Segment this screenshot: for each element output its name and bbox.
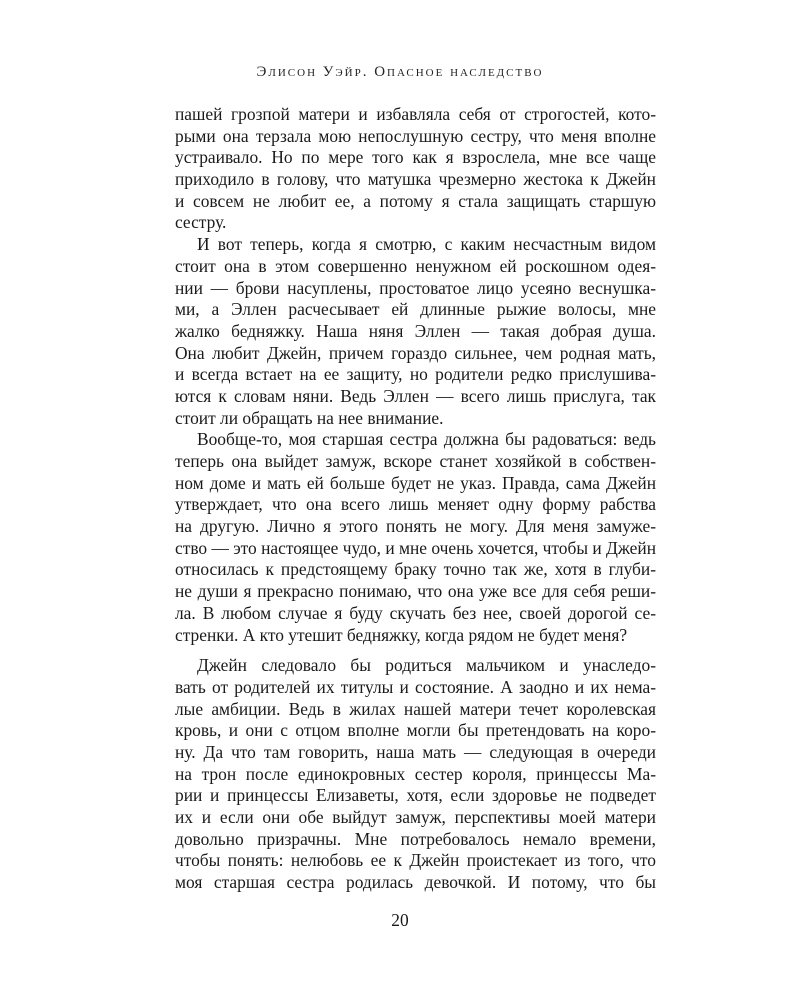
text-line: устраивало. Но по мере того как я взрослела, мне все чаще — [175, 147, 656, 168]
text-line: рыми она терзала мою непослушную сестру, что меня вполне — [175, 125, 656, 146]
text-line: жалко бедняжку. Наша няня Эллен — такая добрая душа. — [175, 320, 656, 341]
text-line: стренки. А кто утешит бедняжку, когда рядом не будет меня? — [175, 624, 628, 645]
text-line: сестру. — [175, 212, 227, 233]
text-line: Вообще-то, моя старшая сестра должна бы радоваться: ведь — [197, 429, 656, 450]
text-line: стоит ли обращать на нее внимание. — [175, 407, 444, 428]
text-line: рии и принцессы Елизаветы, хотя, если здоровье не подведет — [175, 785, 656, 806]
running-header: Элисон Уэйр. Опасное наследство — [256, 64, 544, 80]
text-line: чтобы понять: нелюбовь ее к Джейн проистекает из того, что — [175, 850, 656, 871]
text-line: на трон после единокровных сестер короля, принцессы Ма- — [175, 763, 656, 784]
text-line: ство — это настоящее чудо, и мне очень хочется, чтобы и Джейн — [175, 537, 656, 558]
text-line: ну. Да что там говорить, наша мать — следующая в очереди — [175, 741, 656, 762]
text-line: довольно призрачны. Мне потребовалось немало времени, — [175, 828, 656, 849]
text-line: Она любит Джейн, причем гораздо сильнее, чем родная мать, — [175, 342, 656, 363]
paragraph — [175, 104, 656, 234]
page-number: 20 — [391, 910, 409, 930]
paragraph — [175, 655, 656, 894]
text-line: пашей грозпой матери и избавляла себя от строгостей, кото- — [175, 104, 656, 124]
text-line: нии — брови насуплены, простоватое лицо усеяно веснушка- — [175, 277, 656, 298]
text-line: моя старшая сестра родилась девочкой. И потому, что бы — [175, 872, 656, 893]
text-line: и всегда встает на ее защиту, но родители редко прислушива- — [175, 364, 656, 385]
text-line: вать от родителей их титулы и состояние. А заодно и их нема- — [175, 676, 656, 697]
text-line: приходило в голову, что матушка чрезмерно жестока к Джейн — [175, 169, 656, 190]
text-line: и совсем не любит ее, а потому я стала защищать старшую — [175, 190, 656, 211]
text-line: ном доме и мать ей больше будет не указ. Правда, сама Джейн — [175, 472, 656, 493]
paragraph — [175, 234, 656, 429]
page-body-text — [175, 104, 656, 894]
paragraph — [175, 429, 656, 646]
text-line: лые амбиции. Ведь в жилах нашей матери течет королевская — [175, 698, 656, 719]
text-line: ла. В любом случае я буду скучать без нее, своей дорогой се- — [175, 602, 656, 623]
text-line: на другую. Лично я этого понять не могу. Для меня замуже- — [175, 516, 656, 537]
text-line: стоит она в этом совершенно ненужном ей роскошном одея- — [175, 255, 656, 276]
text-line: их и если они обе выйдут замуж, перспективы моей матери — [175, 807, 656, 827]
text-line: И вот теперь, когда я смотрю, с каким несчастным видом — [197, 234, 656, 255]
text-line: ются к словам няни. Ведь Эллен — всего лишь прислуга, так — [175, 385, 656, 406]
text-line: теперь она выйдет замуж, вскоре станет хозяйкой в собствен- — [175, 451, 656, 471]
text-line: Джейн следовало бы родиться мальчиком и унаследо- — [197, 655, 656, 676]
text-line: утверждает, что она всего лишь меняет одну форму рабства — [175, 494, 656, 515]
text-line: кровь, и они с отцом вполне могли бы претендовать на коро- — [175, 720, 656, 741]
text-line: относилась к предстоящему браку точно так же, хотя в глуби- — [175, 559, 656, 580]
text-line: не души я прекрасно понимаю, что она уже все для себя реши- — [175, 581, 656, 602]
text-line: ми, а Эллен расчесывает ей длинные рыжие волосы, мне — [175, 299, 656, 320]
